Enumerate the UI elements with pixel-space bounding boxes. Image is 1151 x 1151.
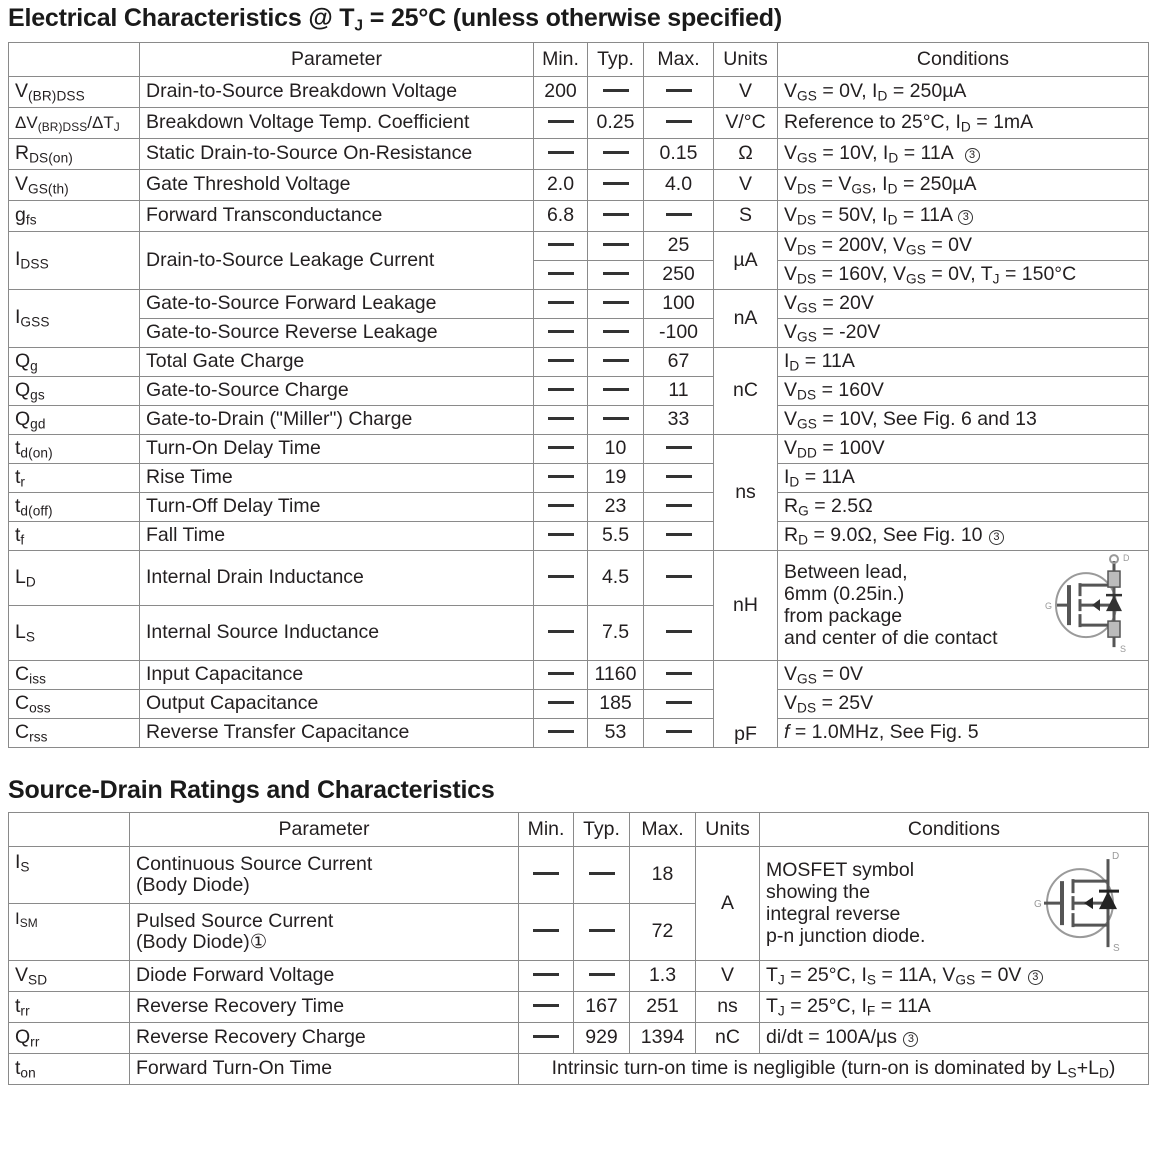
table-row <box>9 108 1149 139</box>
row-min <box>519 992 574 1023</box>
row-parameter: Forward Transconductance <box>140 201 534 232</box>
row-conditions: Reference to 25°C, $I_D = 1mA$ <box>778 108 1149 139</box>
row-typ <box>574 904 630 961</box>
row-symbol: $C_{rss}$ <box>9 719 140 748</box>
title-tail: = 25°C (unless otherwise specified) <box>363 4 782 32</box>
condition-line: p-n junction diode. <box>766 924 926 947</box>
table-row <box>9 348 1149 377</box>
table-row <box>9 77 1149 108</box>
row-typ <box>588 348 644 377</box>
row-symbol: $Q_{gd}$ <box>9 406 140 435</box>
row-typ <box>588 290 644 319</box>
row-typ: 19 <box>588 464 644 493</box>
row-symbol: $R_{DS(on)}$ <box>9 139 140 170</box>
row-max: 250 <box>644 261 714 290</box>
row-max: 25 <box>644 232 714 261</box>
table-row <box>9 232 1149 261</box>
table-row <box>9 847 1149 904</box>
row-max: 0.15 <box>644 139 714 170</box>
table-row <box>9 522 1149 551</box>
row-symbol: $L_S$ <box>9 606 140 661</box>
parameter-line-2 <box>136 932 512 954</box>
row-units: ns <box>696 992 760 1023</box>
row-conditions: $I_D = 11A$ <box>778 348 1149 377</box>
electrical-characteristics-table <box>8 42 1149 748</box>
row-symbol: $t_{on}$ <box>9 1054 130 1085</box>
row-typ <box>574 961 630 992</box>
row-max <box>644 464 714 493</box>
row-max <box>644 690 714 719</box>
row-typ: 5.5 <box>588 522 644 551</box>
condition-line: showing the <box>766 881 871 903</box>
row-symbol: $\Delta V_{(BR)DSS}/\Delta T_J$ <box>9 108 140 139</box>
row-max: 1.3 <box>630 961 696 992</box>
row-max: 4.0 <box>644 170 714 201</box>
row-min <box>534 290 588 319</box>
row-parameter: Static Drain-to-Source On-Resistance <box>140 139 534 170</box>
row-typ <box>588 139 644 170</box>
row-min <box>534 464 588 493</box>
title-subscript: J <box>354 17 364 35</box>
row-max: 67 <box>644 348 714 377</box>
row-conditions: $V_{DS} = V_{GS}$, $I_D = 250\mu A$ <box>778 170 1149 201</box>
table-row <box>9 435 1149 464</box>
row-conditions: $V_{DS} = 25V$ <box>778 690 1149 719</box>
row-symbol: $I_S$ <box>9 847 130 904</box>
table-row <box>9 319 1149 348</box>
row-min <box>534 319 588 348</box>
row-units: V <box>714 170 778 201</box>
row-typ: 929 <box>574 1023 630 1054</box>
row-parameter: Reverse Transfer Capacitance <box>140 719 534 748</box>
row-typ <box>588 201 644 232</box>
table-row <box>9 1054 1149 1085</box>
svg-text:D: D <box>1112 850 1120 862</box>
row-units: nH <box>714 551 778 661</box>
row-parameter: Total Gate Charge <box>140 348 534 377</box>
row-parameter: Breakdown Voltage Temp. Coefficient <box>140 108 534 139</box>
row-min <box>519 961 574 992</box>
table-row <box>9 493 1149 522</box>
row-conditions: $V_{DS} = 50V$, $I_D = 11A$ 3 <box>778 201 1149 232</box>
row-units: nC <box>696 1023 760 1054</box>
row-min <box>534 139 588 170</box>
row-conditions: $I_D = 11A$ <box>778 464 1149 493</box>
row-units: A <box>696 847 760 961</box>
row-max: 100 <box>644 290 714 319</box>
col-header-symbol <box>9 43 140 77</box>
condition-line: integral reverse <box>766 902 901 925</box>
row-parameter: Gate Threshold Voltage <box>140 170 534 201</box>
row-max <box>644 77 714 108</box>
row-max: 18 <box>630 847 696 904</box>
row-typ <box>588 170 644 201</box>
parameter-line-1: Continuous Source Current <box>136 852 373 875</box>
row-units: ns <box>714 435 778 551</box>
condition-line: 6mm (0.25in.) <box>784 583 905 605</box>
row-typ: 10 <box>588 435 644 464</box>
row-parameter <box>130 847 519 904</box>
row-parameter: Drain-to-Source Breakdown Voltage <box>140 77 534 108</box>
row-min <box>534 348 588 377</box>
parameter-line-1: Pulsed Source Current <box>136 909 334 932</box>
row-symbol: $Q_{rr}$ <box>9 1023 130 1054</box>
row-units: V <box>696 961 760 992</box>
col-header-min: Min. <box>534 43 588 77</box>
row-conditions: $T_J = 25^\circ C$, $I_F = 11A$ <box>760 992 1149 1023</box>
table-row <box>9 690 1149 719</box>
row-conditions: $V_{GS} = 0V$, $I_D = 250\mu A$ <box>778 77 1149 108</box>
mosfet-inductor-symbol <box>1044 551 1140 661</box>
table-row <box>9 377 1149 406</box>
row-units: pF <box>714 661 778 748</box>
row-parameter: Reverse Recovery Charge <box>130 1023 519 1054</box>
row-symbol: $V_{GS(th)}$ <box>9 170 140 201</box>
row-max: 251 <box>630 992 696 1023</box>
row-conditions: $V_{GS} = 0V$ <box>778 661 1149 690</box>
row-max: 1394 <box>630 1023 696 1054</box>
condition-line: Between lead, <box>784 561 908 584</box>
row-min: 200 <box>534 77 588 108</box>
row-conditions: $R_D = 9.0\Omega$, See Fig. 10 3 <box>778 522 1149 551</box>
row-parameter: Fall Time <box>140 522 534 551</box>
col-header-symbol <box>9 813 130 847</box>
row-symbol: $t_{d(on)}$ <box>9 435 140 464</box>
table-row <box>9 464 1149 493</box>
row-symbol: $I_{DSS}$ <box>9 232 140 290</box>
row-min <box>534 261 588 290</box>
mosfet-symbol <box>1034 847 1134 961</box>
table-row <box>9 406 1149 435</box>
row-max <box>644 493 714 522</box>
row-conditions: $R_G = 2.5\Omega$ <box>778 493 1149 522</box>
condition-line: from package <box>784 604 903 627</box>
row-parameter: Output Capacitance <box>140 690 534 719</box>
col-header-min: Min. <box>519 813 574 847</box>
row-typ: 53 <box>588 719 644 748</box>
row-symbol: $Q_{gs}$ <box>9 377 140 406</box>
row-conditions: $V_{GS} = 20V$ <box>778 290 1149 319</box>
row-symbol: $t_{d(off)}$ <box>9 493 140 522</box>
col-header-typ: Typ. <box>588 43 644 77</box>
table-header-row <box>9 43 1149 77</box>
row-min <box>534 719 588 748</box>
row-min <box>534 690 588 719</box>
table-row <box>9 961 1149 992</box>
row-symbol: $V_{(BR)DSS}$ <box>9 77 140 108</box>
col-header-conditions: Conditions <box>778 43 1149 77</box>
parameter-line-2: (Body Diode) <box>136 874 250 897</box>
source-drain-title: Source-Drain Ratings and Characteristics <box>8 776 495 805</box>
col-header-typ: Typ. <box>574 813 630 847</box>
row-parameter: Gate-to-Drain ("Miller") Charge <box>140 406 534 435</box>
row-parameter: Drain-to-Source Leakage Current <box>140 232 534 290</box>
row-min <box>534 435 588 464</box>
row-typ <box>588 377 644 406</box>
row-symbol: $g_{fs}$ <box>9 201 140 232</box>
row-parameter: Internal Drain Inductance <box>140 551 534 606</box>
electrical-characteristics-title <box>4 0 1147 42</box>
row-parameter: Diode Forward Voltage <box>130 961 519 992</box>
row-conditions: $V_{DS} = 160V$ <box>778 377 1149 406</box>
row-symbol: $t_r$ <box>9 464 140 493</box>
table-row <box>9 1023 1149 1054</box>
row-conditions: $V_{GS} = -20V$ <box>778 319 1149 348</box>
row-min <box>534 232 588 261</box>
row-parameter: Rise Time <box>140 464 534 493</box>
row-max <box>644 719 714 748</box>
row-symbol: $C_{oss}$ <box>9 690 140 719</box>
row-parameter: Reverse Recovery Time <box>130 992 519 1023</box>
table-row <box>9 992 1149 1023</box>
row-conditions: f = 1.0MHz, See Fig. 5 <box>778 719 1149 748</box>
row-parameter: Gate-to-Source Charge <box>140 377 534 406</box>
row-typ <box>588 232 644 261</box>
row-max <box>644 661 714 690</box>
table-row <box>9 170 1149 201</box>
row-max <box>644 435 714 464</box>
row-min <box>534 108 588 139</box>
row-parameter <box>130 904 519 961</box>
row-units: nA <box>714 290 778 348</box>
row-min <box>534 661 588 690</box>
row-max: -100 <box>644 319 714 348</box>
table-row <box>9 551 1149 606</box>
svg-text:D: D <box>1123 552 1130 563</box>
row-conditions: $V_{DS} = 200V$, $V_{GS} = 0V$ <box>778 232 1149 261</box>
row-units: µA <box>714 232 778 290</box>
col-header-max: Max. <box>630 813 696 847</box>
svg-text:S: S <box>1120 643 1127 654</box>
row-units: V/°C <box>714 108 778 139</box>
row-conditions <box>778 551 1149 661</box>
row-parameter: Input Capacitance <box>140 661 534 690</box>
svg-text:G: G <box>1045 600 1053 611</box>
row-conditions: $V_{DD} = 100V$ <box>778 435 1149 464</box>
row-units: V <box>714 77 778 108</box>
row-symbol: $L_D$ <box>9 551 140 606</box>
row-parameter: Forward Turn-On Time <box>130 1054 519 1085</box>
col-header-conditions: Conditions <box>760 813 1149 847</box>
row-min: 6.8 <box>534 201 588 232</box>
row-units: S <box>714 201 778 232</box>
condition-line: and center of die contact <box>784 626 998 649</box>
row-min <box>519 847 574 904</box>
col-header-max: Max. <box>644 43 714 77</box>
row-max <box>644 606 714 661</box>
row-min: 2.0 <box>534 170 588 201</box>
title-lead: Electrical Characteristics @ T <box>8 4 355 32</box>
col-header-units: Units <box>696 813 760 847</box>
row-symbol: $I_{SM}$ <box>9 904 130 961</box>
row-min <box>534 551 588 606</box>
row-typ <box>574 847 630 904</box>
row-conditions: $T_J = 25^\circ C$, $I_S = 11A$, $V_{GS} = 0V$ 3 <box>760 961 1149 992</box>
row-symbol: $I_{GSS}$ <box>9 290 140 348</box>
row-max <box>644 522 714 551</box>
row-max <box>644 201 714 232</box>
row-max <box>644 108 714 139</box>
row-parameter: Internal Source Inductance <box>140 606 534 661</box>
col-header-units: Units <box>714 43 778 77</box>
row-conditions: di/dt = 100A/µs 3 <box>760 1023 1149 1054</box>
row-min <box>519 1023 574 1054</box>
table-row <box>9 201 1149 232</box>
row-typ: 167 <box>574 992 630 1023</box>
col-header-parameter: Parameter <box>140 43 534 77</box>
row-min <box>534 522 588 551</box>
row-min <box>534 377 588 406</box>
row-typ: 23 <box>588 493 644 522</box>
row-symbol: $t_{rr}$ <box>9 992 130 1023</box>
parameter-line-2-text: (Body Diode)① <box>136 931 268 954</box>
table-row <box>9 290 1149 319</box>
row-units: Ω <box>714 139 778 170</box>
row-symbol: $C_{iss}$ <box>9 661 140 690</box>
row-min <box>534 493 588 522</box>
row-conditions: $V_{GS} = 10V$, See Fig. 6 and 13 <box>778 406 1149 435</box>
table-header-row <box>9 813 1149 847</box>
table-row <box>9 719 1149 748</box>
condition-line: MOSFET symbol <box>766 859 915 882</box>
row-typ <box>588 261 644 290</box>
row-typ: 185 <box>588 690 644 719</box>
row-typ <box>588 77 644 108</box>
row-min <box>534 606 588 661</box>
row-conditions: Intrinsic turn-on time is negligible (turn-on is dominated by $L_S+L_D$) <box>519 1054 1149 1085</box>
row-min <box>534 406 588 435</box>
row-max: 72 <box>630 904 696 961</box>
row-parameter: Turn-On Delay Time <box>140 435 534 464</box>
row-typ: 1160 <box>588 661 644 690</box>
source-drain-table <box>8 812 1149 1085</box>
row-symbol: $V_{SD}$ <box>9 961 130 992</box>
table-row <box>9 661 1149 690</box>
row-conditions: $V_{DS} = 160V$, $V_{GS} = 0V$, $T_J = 150^\circ C$ <box>778 261 1149 290</box>
col-header-parameter: Parameter <box>130 813 519 847</box>
row-units: nC <box>714 348 778 435</box>
row-typ <box>588 319 644 348</box>
row-min <box>519 904 574 961</box>
row-conditions <box>760 847 1149 961</box>
row-typ: 7.5 <box>588 606 644 661</box>
row-typ <box>588 406 644 435</box>
row-max <box>644 551 714 606</box>
row-max: 33 <box>644 406 714 435</box>
row-conditions: $V_{GS} = 10V$, $I_D = 11A$ 3 <box>778 139 1149 170</box>
svg-text:G: G <box>1034 898 1042 910</box>
svg-text:S: S <box>1113 942 1120 954</box>
row-parameter: Gate-to-Source Reverse Leakage <box>140 319 534 348</box>
row-symbol: $Q_g$ <box>9 348 140 377</box>
row-max: 11 <box>644 377 714 406</box>
row-typ: 4.5 <box>588 551 644 606</box>
row-parameter: Gate-to-Source Forward Leakage <box>140 290 534 319</box>
row-typ: 0.25 <box>588 108 644 139</box>
row-symbol: $t_f$ <box>9 522 140 551</box>
row-parameter: Turn-Off Delay Time <box>140 493 534 522</box>
table-row <box>9 139 1149 170</box>
